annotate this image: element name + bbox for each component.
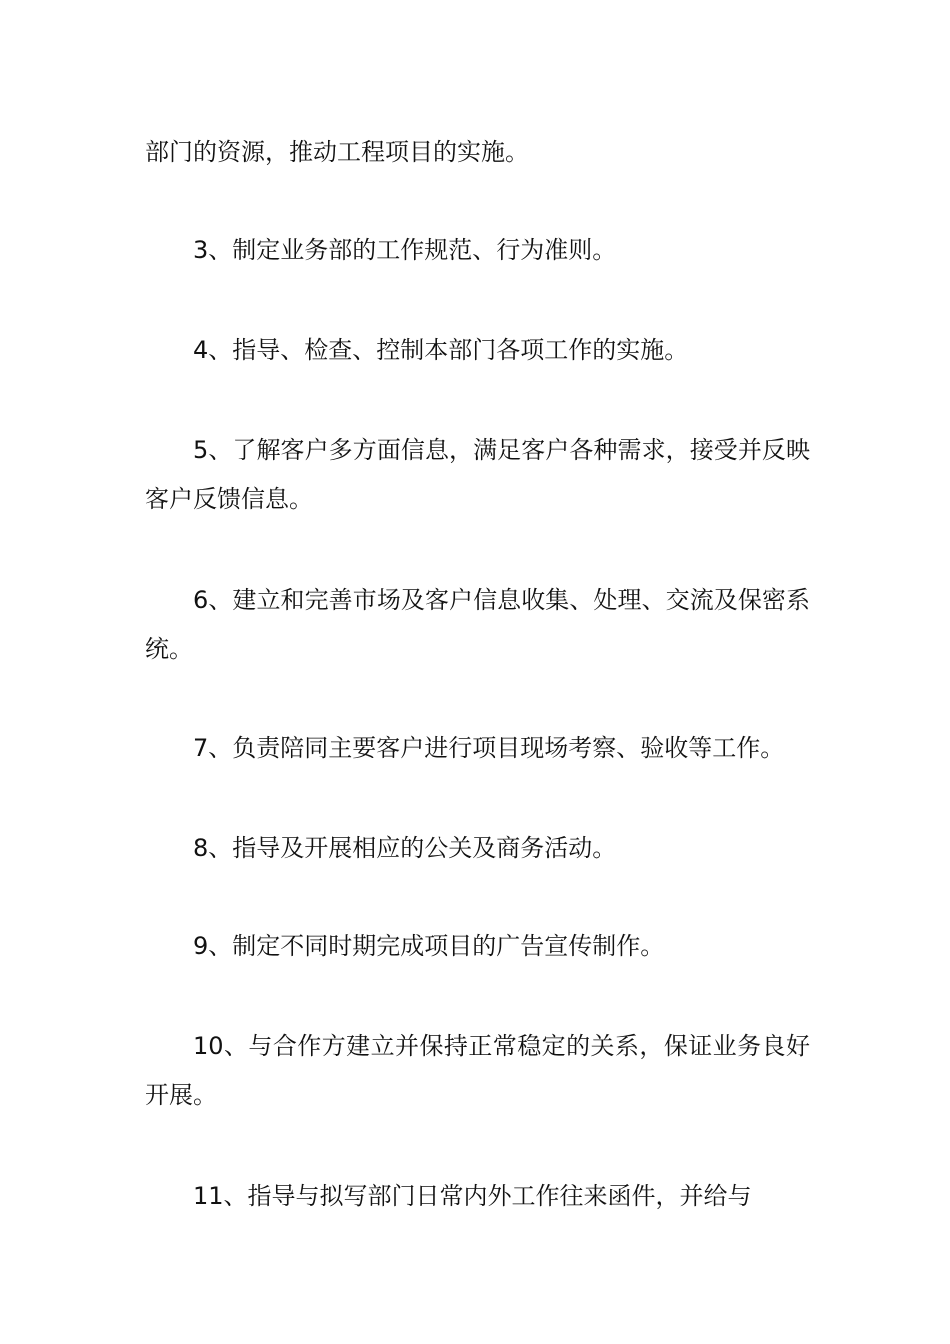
list-item-3: 3、制定业务部的工作规范、行为准则。 <box>193 236 617 264</box>
list-item-6: 6、建立和完善市场及客户信息收集、处理、交流及保密系统。 <box>145 586 810 663</box>
list-item-8: 8、指导及开展相应的公关及商务活动。 <box>193 834 617 862</box>
list-item-7: 7、负责陪同主要客户进行项目现场考察、验收等工作。 <box>193 734 785 762</box>
list-item-11: 11、指导与拟写部门日常内外工作往来函件，并给与 <box>193 1182 752 1210</box>
paragraph-continuation: 部门的资源，推动工程项目的实施。 <box>145 138 529 166</box>
list-item-4: 4、指导、检查、控制本部门各项工作的实施。 <box>193 336 689 364</box>
list-item-9: 9、制定不同时期完成项目的广告宣传制作。 <box>193 932 665 960</box>
list-item-10: 10、与合作方建立并保持正常稳定的关系，保证业务良好开展。 <box>145 1032 810 1109</box>
list-item-5: 5、了解客户多方面信息，满足客户各种需求，接受并反映客户反馈信息。 <box>145 436 810 513</box>
